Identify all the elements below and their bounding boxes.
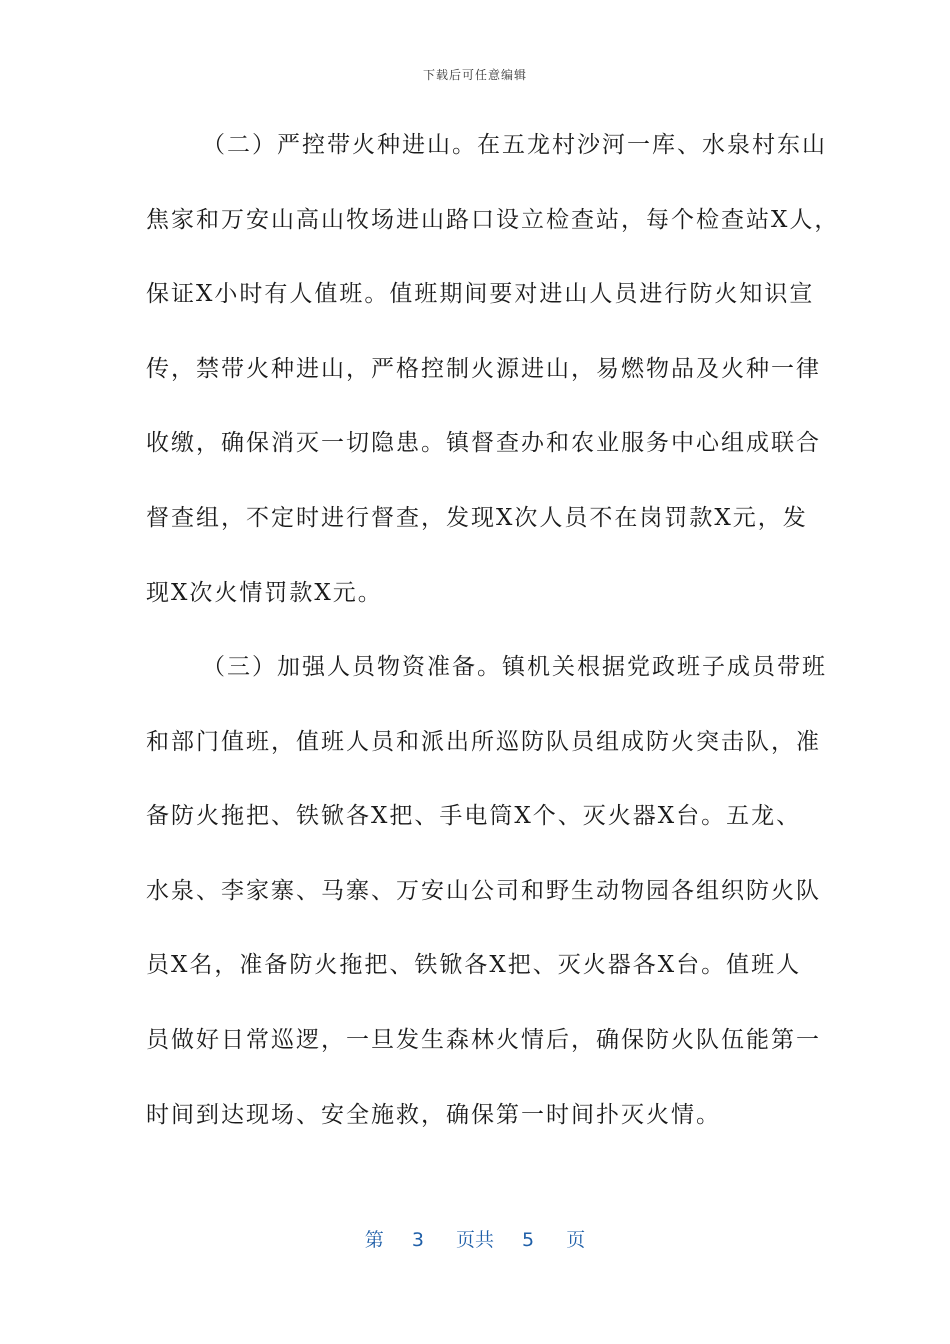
header-note: 下载后可任意编辑 [422,68,527,82]
paragraph-line: 督查组，不定时进行督查，发现X次人员不在岗罚款X元，发 [146,505,808,531]
paragraph-line: （二）严控带火种进山。在五龙村沙河一库、水泉村东山 [202,132,827,158]
page-number-current: 3 [411,1229,424,1251]
page-footer-prefix: 第 [364,1229,384,1251]
paragraph-line: 现X次火情罚款X元。 [146,580,383,606]
paragraph-line: 员X名，准备防火拖把、铁锨各X把、灭火器各X台。值班人 [146,952,802,978]
paragraph-line: 传，禁带火种进山，严格控制火源进山，易燃物品及火种一律 [146,356,821,382]
page-footer-suffix: 页 [566,1229,586,1251]
paragraph-line: 收缴，确保消灭一切隐患。镇督查办和农业服务中心组成联合 [146,430,821,456]
paragraph-line: 备防火拖把、铁锨各X把、手电筒X个、灭火器X台。五龙、 [146,803,802,829]
page-footer-middle: 页共 [455,1229,494,1251]
page-number-total: 5 [522,1229,535,1251]
paragraph-line: 水泉、李家寨、马寨、万安山公司和野生动物园各组织防火队 [146,878,821,904]
paragraph-line: 保证X小时有人值班。值班期间要对进山人员进行防火知识宣 [146,281,815,307]
paragraph-line: 焦家和万安山高山牧场进山路口设立检查站，每个检查站X人， [146,207,840,233]
paragraph-line: 时间到达现场、安全施救，确保第一时间扑灭火情。 [146,1102,721,1128]
paragraph-line: （三）加强人员物资准备。镇机关根据党政班子成员带班 [202,654,827,680]
paragraph-line: 和部门值班，值班人员和派出所巡防队员组成防火突击队，准 [146,729,821,755]
page-footer [0,1225,950,1252]
paragraph-line: 员做好日常巡逻，一旦发生森林火情后，确保防火队伍能第一 [146,1027,821,1053]
